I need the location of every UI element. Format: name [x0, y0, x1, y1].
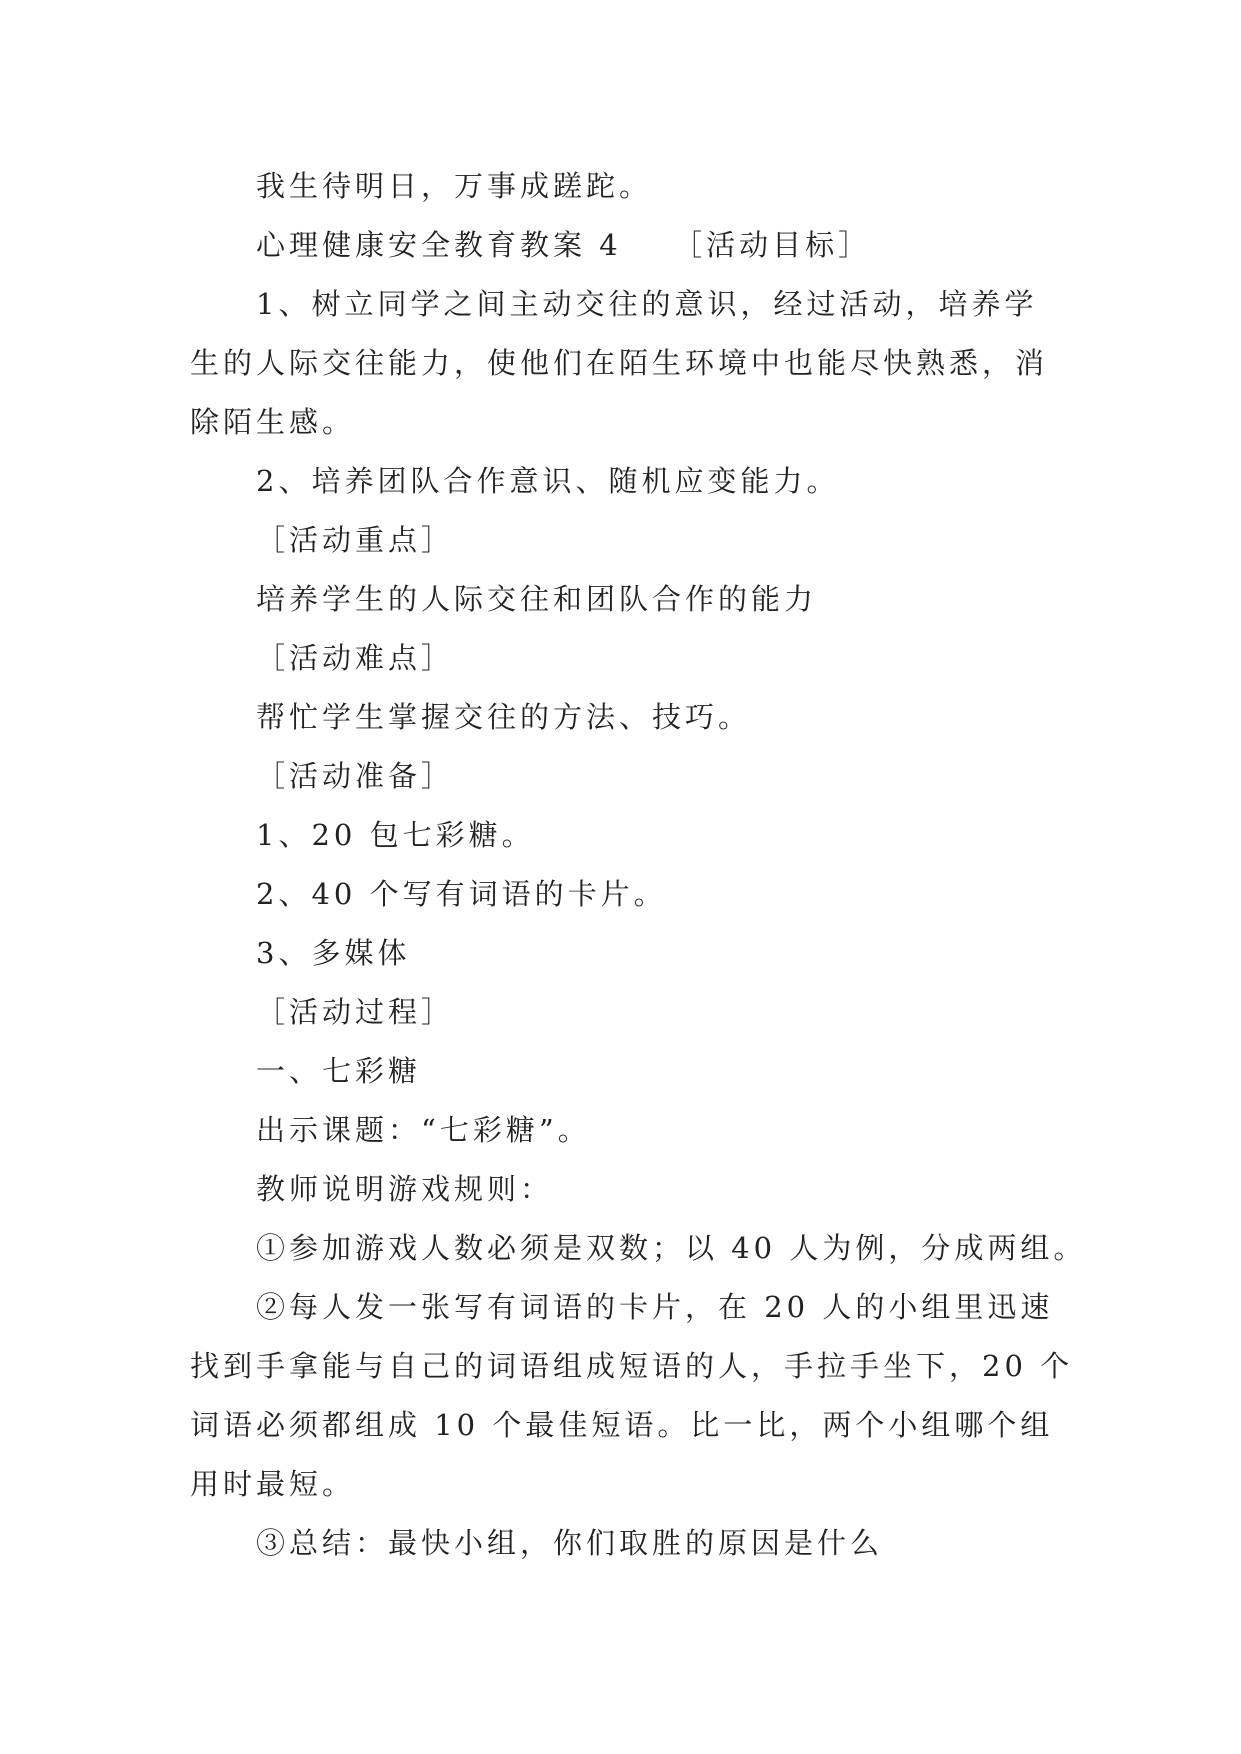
rule-item: ③总结：最快小组，你们取胜的原因是什么 [256, 1526, 884, 1560]
list-item: 2、40 个写有词语的卡片。 [256, 877, 667, 911]
section-heading: 心理健康安全教育教案 4 ［活动目标］ [256, 228, 872, 262]
paragraph-line: 用时最短。 [190, 1467, 356, 1501]
paragraph-line: 除陌生感。 [190, 405, 356, 439]
section-heading: ［活动重点］ [256, 523, 455, 557]
paragraph-line: 培养学生的人际交往和团队合作的能力 [256, 582, 818, 616]
rule-item: ①参加游戏人数必须是双数；以 40 人为例，分成两组。 [256, 1231, 1087, 1265]
subsection-heading: 一、七彩糖 [256, 1054, 422, 1088]
paragraph-line: 生的人际交往能力，使他们在陌生环境中也能尽快熟悉，消 [190, 346, 1049, 380]
paragraph-line: 出示课题：“七彩糖”。 [256, 1113, 591, 1147]
list-item: 3、多媒体 [256, 936, 411, 970]
paragraph-line: 帮忙学生掌握交往的方法、技巧。 [256, 700, 752, 734]
section-heading: ［活动准备］ [256, 759, 455, 793]
section-heading: ［活动过程］ [256, 995, 455, 1029]
paragraph-line: 2、培养团队合作意识、随机应变能力。 [256, 464, 840, 498]
paragraph-line: 1、树立同学之间主动交往的意识，经过活动，培养学 [256, 287, 1038, 321]
paragraph-line: 词语必须都组成 10 个最佳短语。比一比，两个小组哪个组 [190, 1408, 1054, 1442]
section-heading: ［活动难点］ [256, 641, 455, 675]
paragraph-line: 教师说明游戏规则： [256, 1172, 554, 1206]
list-item: 1、20 包七彩糖。 [256, 818, 535, 852]
paragraph-line: 找到手拿能与自己的词语组成短语的人，手拉手坐下，20 个 [190, 1349, 1074, 1383]
paragraph-line: 我生待明日，万事成蹉跎。 [256, 169, 653, 203]
rule-item: ②每人发一张写有词语的卡片，在 20 人的小组里迅速 [256, 1290, 1054, 1324]
